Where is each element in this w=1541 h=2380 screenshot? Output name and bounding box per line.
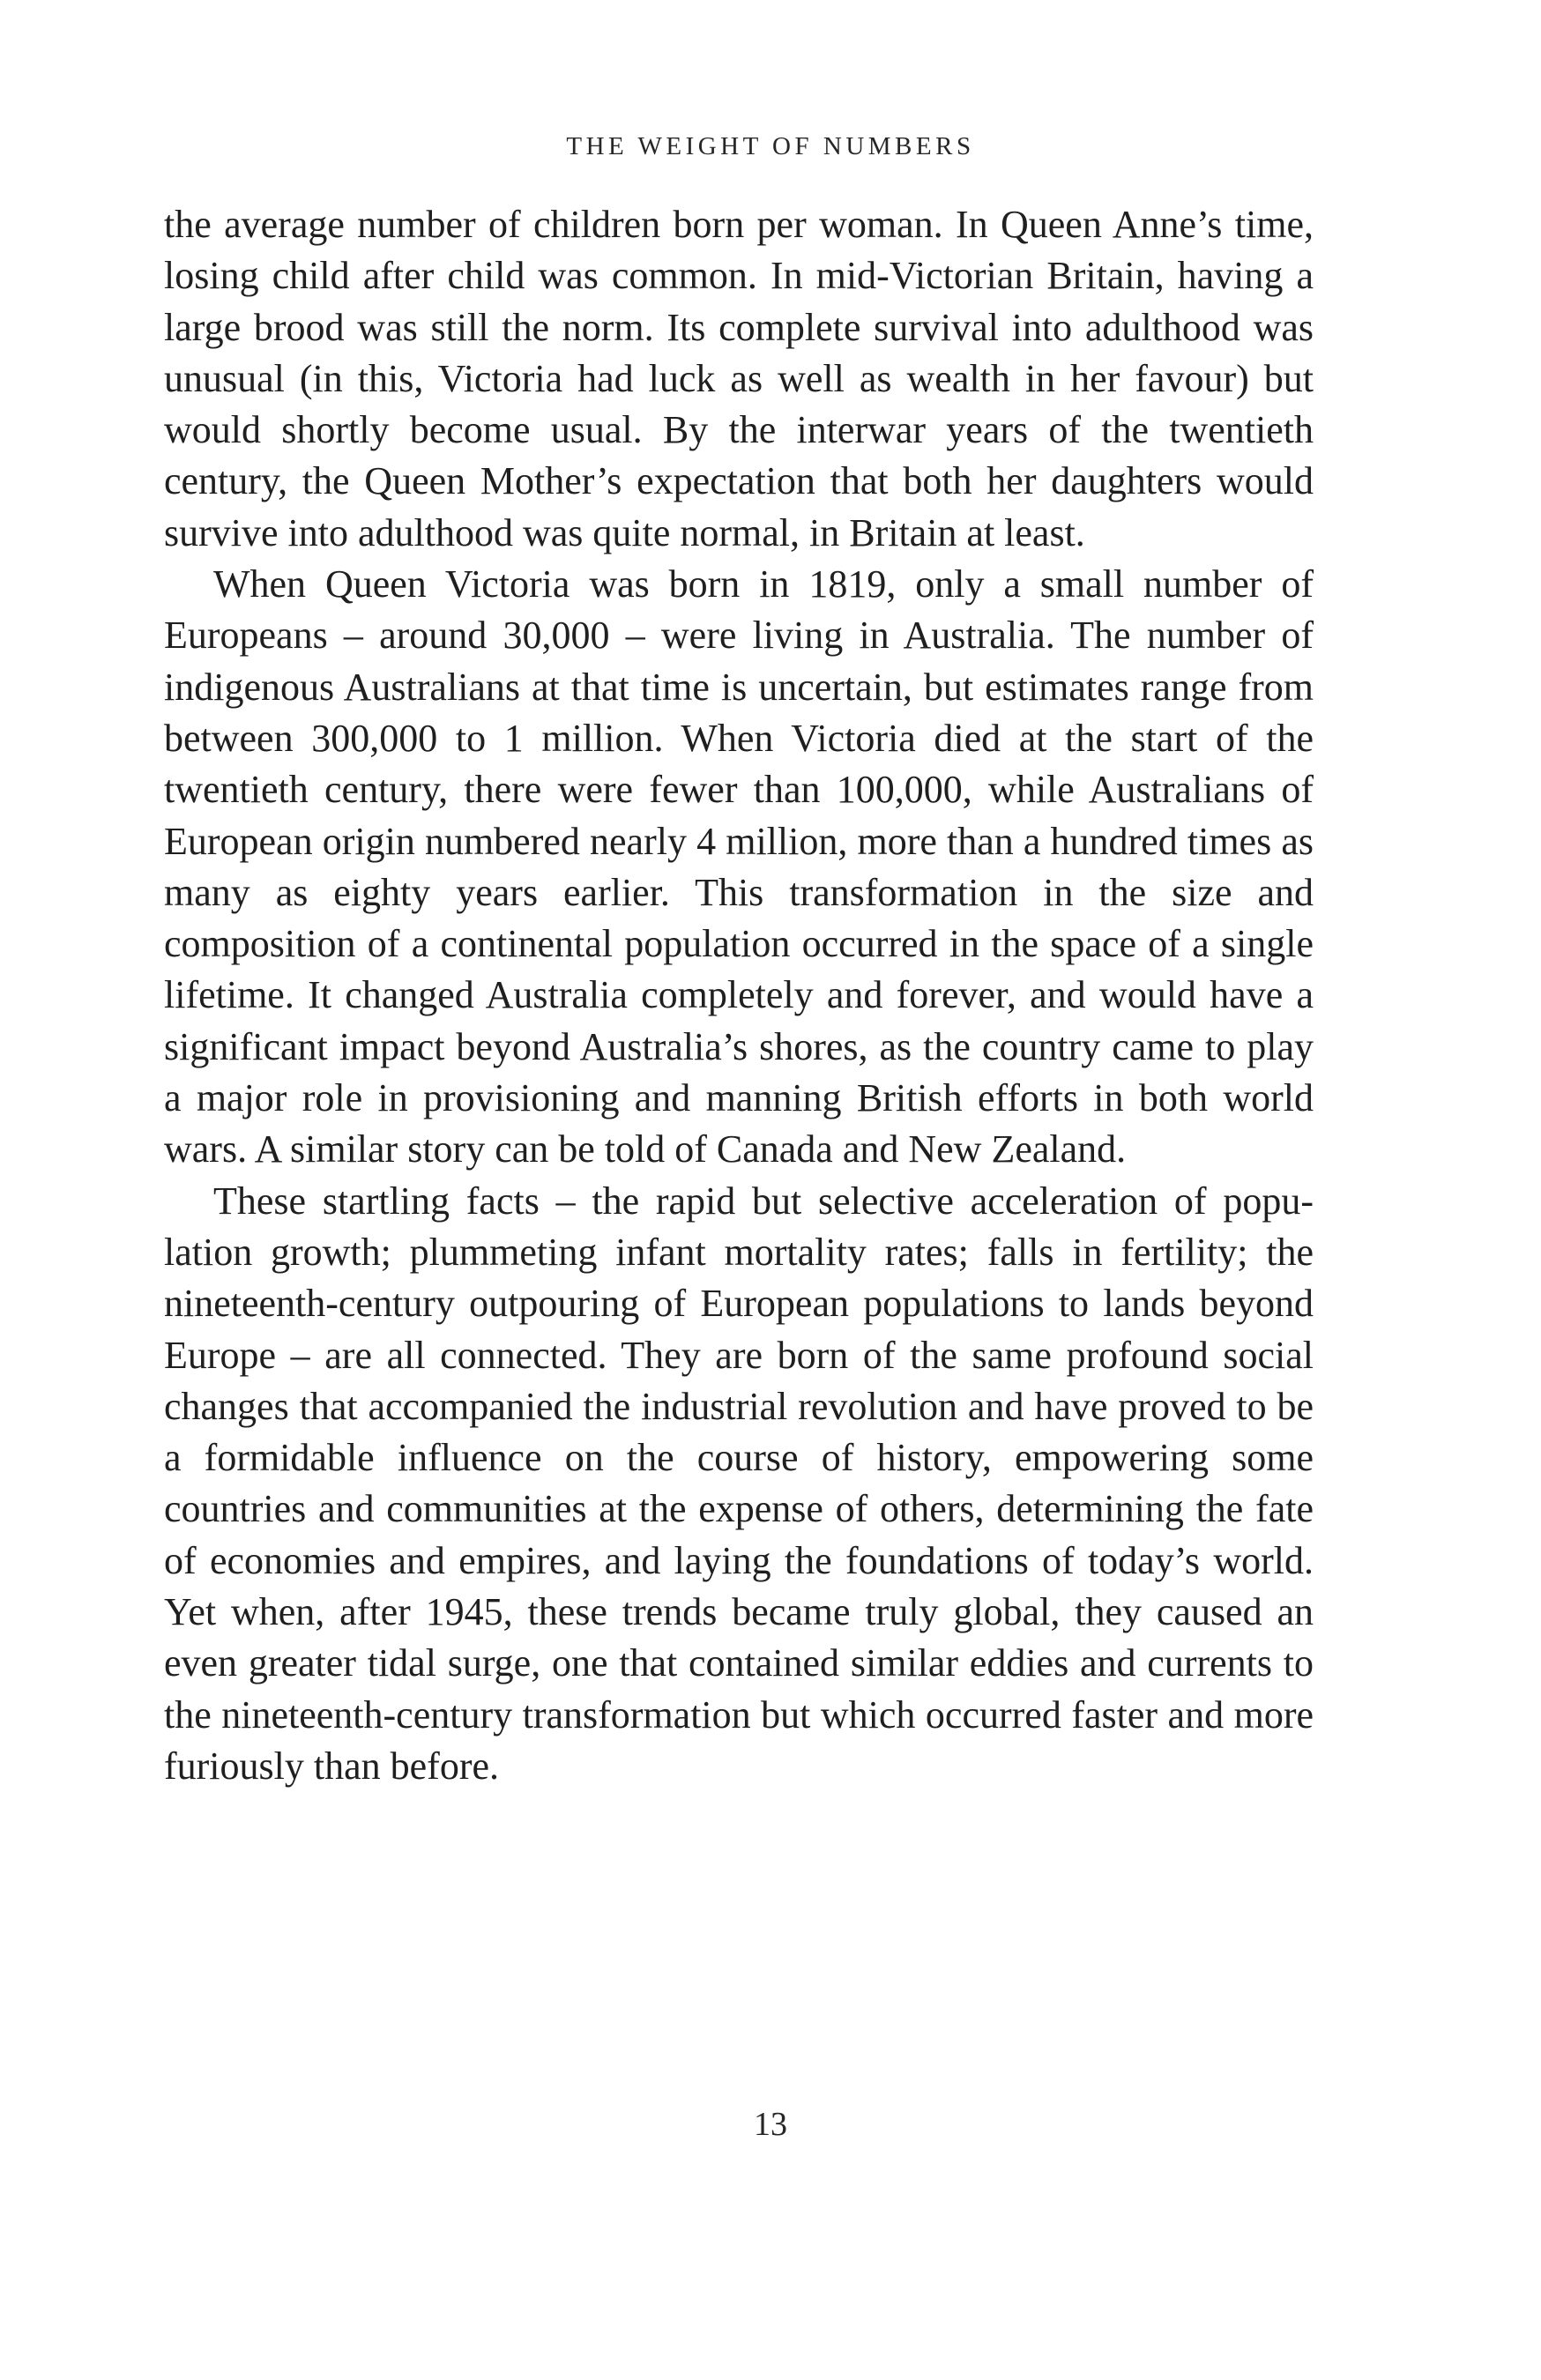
page-number: 13 [754, 2106, 787, 2143]
running-head: THE WEIGHT OF NUMBERS [566, 132, 975, 160]
paragraph-3: These startling facts – the rapid but selective acceleration of population growth; plummeting infant mortality rates; falls in fertility; the nineteenth-century outpouring of European populations to lands beyond Europe – are all connected. They are born of the same profound social changes that accompanied the industrial revolution and have proved to be a formidable influence on the course of history, empowering some countries and communities at the expense of others, determining the fate of economies and empires, and laying the foundations of today’s world. Yet when, after 1945, these trends became truly global, they caused an even greater tidal surge, one that contained similar eddies and currents to the nineteenth-century transformation but which occurred faster and more furiously than before. [164, 1179, 1314, 1788]
body-text [164, 199, 1314, 1792]
paragraph-1: the average number of children born per woman. In Queen Anne’s time, losing child after child was common. In mid-Victorian Britain, having a large brood was still the norm. Its complete survival into adulthood was unusual (in this, Victoria had luck as well as wealth in her favour) but would shortly become usual. By the interwar years of the twentieth century, the Queen Mother’s expectation that both her daughters would survive into adulthood was quite normal, in Britain at least. [164, 203, 1314, 554]
paragraph-2: When Queen Victoria was born in 1819, only a small number of Europeans – around 30,000 – were living in Australia. The number of indigenous Australians at that time is uncertain, but estimates range from between 300,000 to 1 million. When Victoria died at the start of the twentieth century, there were fewer than 100,000, while Australians of European origin numbered nearly 4 million, more than a hundred times as many as eighty years earlier. This transformation in the size and composition of a continental population occurred in the space of a single lifetime. It changed Australia completely and forever, and would have a significant impact beyond Australia’s shores, as the country came to play a major role in provisioning and manning British efforts in both world wars. A similar story can be told of Canada and New Zealand. [164, 562, 1314, 1171]
